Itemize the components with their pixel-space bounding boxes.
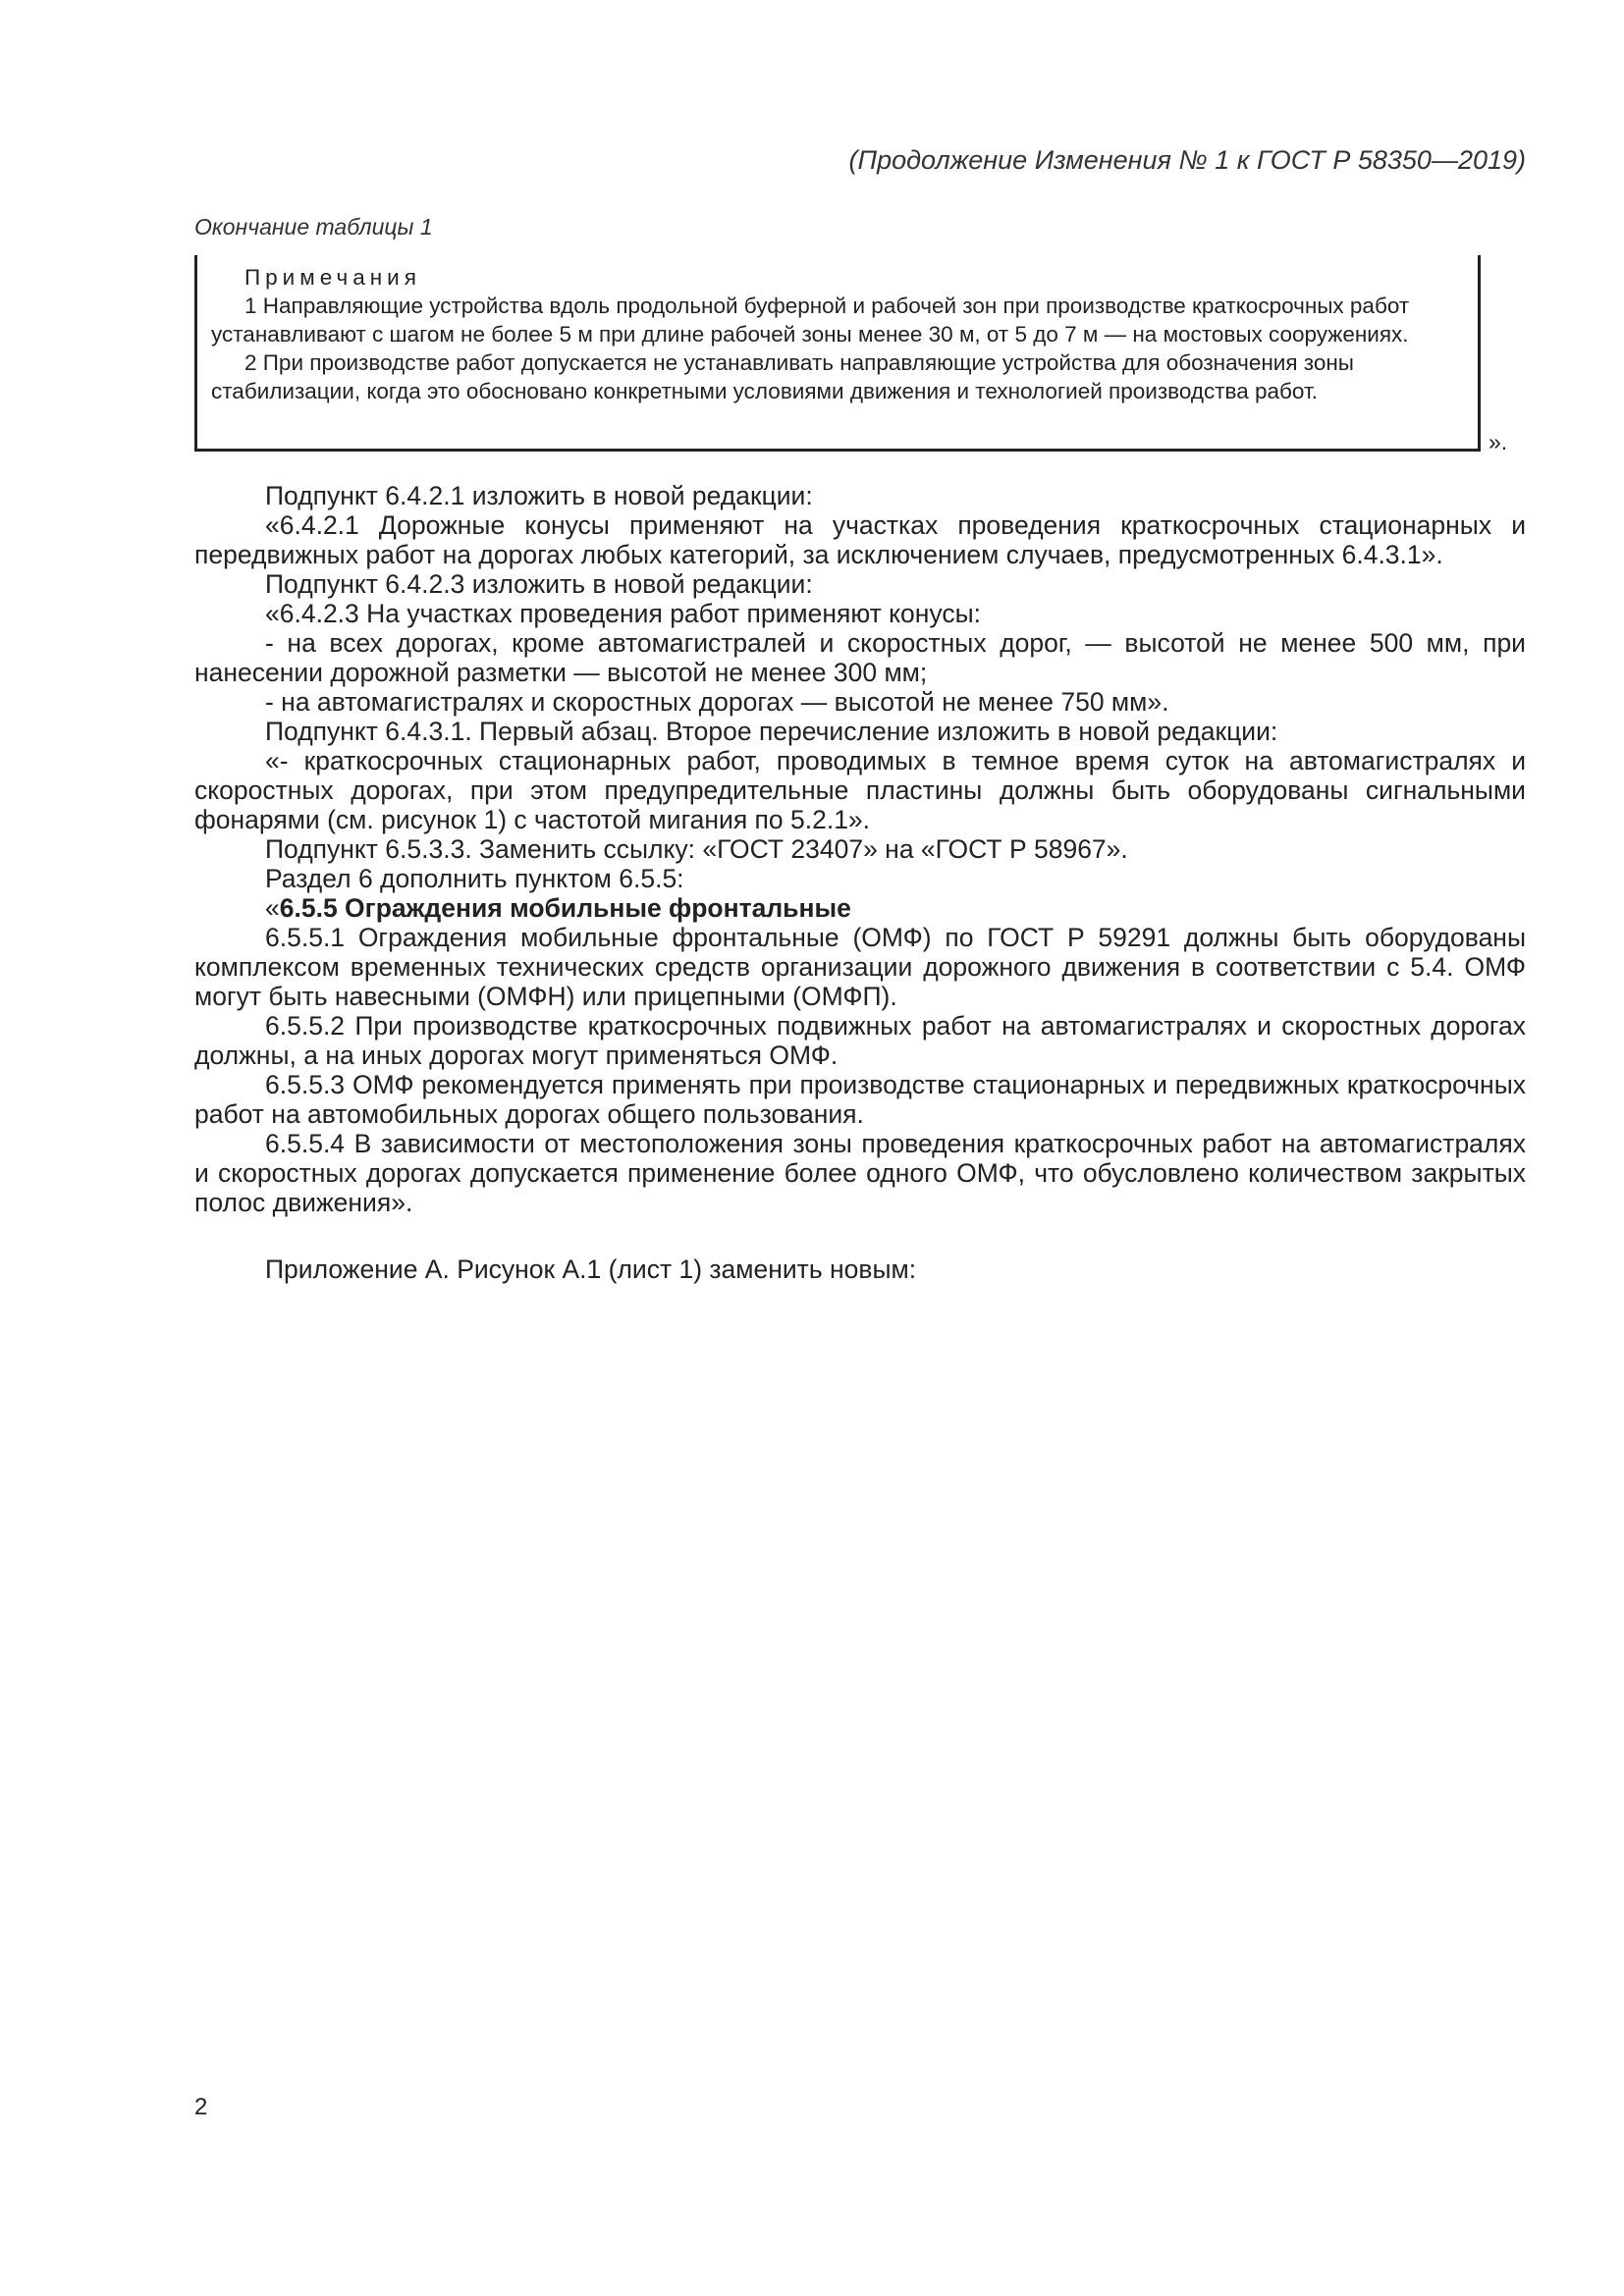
section-heading: 6.5.5 Ограждения мобильные фронтальные [279,893,851,923]
paragraph: 6.5.5.1 Ограждения мобильные фронтальные (ОМФ) по ГОСТ Р 59291 должны быть оборудованы комплексом временных технических средств организации дорожного движения в соответствии с 5.4. ОМФ могут быть навесными (ОМФН) или прицепными (ОМФП). [194,923,1526,1011]
paragraph: Подпункт 6.4.2.3 изложить в новой редакции: [265,569,813,599]
notes-heading: Примечания [244,265,421,290]
opening-quote: « [265,893,280,923]
paragraph: «- краткосрочных стационарных работ, проводимых в темное время суток на автомагистралях и скоростных дорогах, при этом предупредительные пластины должны быть оборудованы сигнальными фонарями (см. рисунок 1) с частотой мигания по 5.2.1». [194,746,1526,834]
body-text [194,481,1526,1284]
paragraph: Подпункт 6.4.3.1. Первый абзац. Второе перечисление изложить в новой редакции: [265,717,1278,746]
paragraph: Подпункт 6.4.2.1 изложить в новой редакции: [265,481,813,510]
note-item-2: 2 При производстве работ допускается не устанавливать направляющие устройства для обозначения зоны стабилизации, когда это обосновано конкретными условиями движения и технологией производства работ. [211,350,1354,403]
notes-table [194,255,1481,452]
paragraph: «6.4.2.1 Дорожные конусы применяют на участках проведения краткосрочных стационарных и передвижных работ на дорогах любых категорий, за исключением случаев, предусмотренных 6.4.3.1». [194,510,1526,569]
note-item-1: 1 Направляющие устройства вдоль продольной буферной и рабочей зон при производстве краткосрочных работ устанавливают с шагом не более 5 м при длине рабочей зоны менее 30 м, от 5 до 7 м — на мостовых сооружениях. [211,294,1410,347]
paragraph: Приложение А. Рисунок А.1 (лист 1) заменить новым: [265,1255,917,1284]
document-header: (Продолжение Изменения № 1 к ГОСТ Р 58350—2019) [848,145,1526,175]
paragraph: 6.5.5.3 ОМФ рекомендуется применять при производстве стационарных и передвижных краткосрочных работ на автомобильных дорогах общего пользования. [194,1070,1526,1129]
table-caption: Окончание таблицы 1 [194,214,433,240]
paragraph: 6.5.5.2 При производстве краткосрочных подвижных работ на автомагистралях и скоростных дорогах должны, а на иных дорогах могут применяться ОМФ. [194,1011,1526,1070]
paragraph: - на автомагистралях и скоростных дорогах — высотой не менее 750 мм». [265,687,1169,717]
paragraph: Раздел 6 дополнить пунктом 6.5.5: [265,864,684,893]
paragraph: 6.5.5.4 В зависимости от местоположения зоны проведения краткосрочных работ на автомагистралях и скоростных дорогах допускается применение более одного ОМФ, что обусловлено количеством закрытых полос движения». [194,1129,1526,1217]
section-heading-paragraph [194,893,1526,923]
paragraph: - на всех дорогах, кроме автомагистралей и скоростных дорог, — высотой не менее 500 мм, при нанесении дорожной разметки — высотой не менее 300 мм; [194,628,1526,687]
paragraph: Подпункт 6.5.3.3. Заменить ссылку: «ГОСТ 23407» на «ГОСТ Р 58967». [265,834,1128,864]
paragraph: «6.4.2.3 На участках проведения работ применяют конусы: [265,599,982,628]
page-number: 2 [194,2094,208,2120]
closing-quote: ». [1489,429,1508,454]
